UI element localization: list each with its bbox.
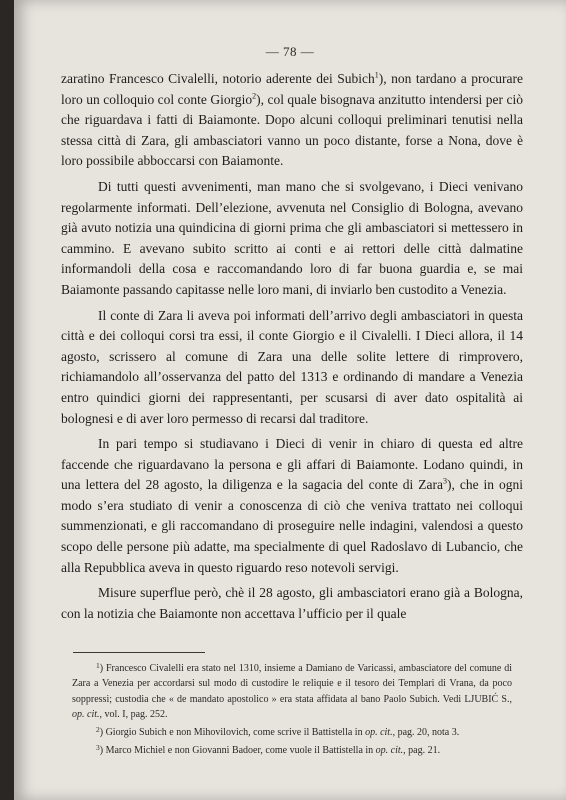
- paragraph-2: Di tutti questi avvenimenti, man mano che si svolgevano, i Dieci venivano regolarmente informati. Dell’elezione, avvenuta nel Consiglio di Bologna, avevano già avuto notizia una quindicina di giorni prima che gli ambasciatori si mettessero in cammino. E avevano subito scritto ai conti e ai rettori delle città dalmatine informandoli della cosa e raccomandando loro di far buona guardia e, se mai Baiamonte passando capitasse nelle loro mani, di inviarlo ben custodito a Venezia.: [61, 178, 523, 297]
- footnote-ref-2: 2: [252, 91, 257, 101]
- paragraph-3: Il conte di Zara li aveva poi informati dell’arrivo degli ambasciatori in questa città e dei colloqui corsi tra essi, il conte Giorgio e il Civalelli. I Dieci allora, il 14 agosto, scrissero al comune di Zara una delle solite lettere di rimprovero, richiamandolo all’osservanza del patto del 1313 e ordinando di mandare a Venezia entro quindici giorni dei rappresentanti, per scusarsi di aver dato ospitalità ai bolognesi e di aver loro permesso di recarsi dal traditore.: [61, 307, 523, 426]
- footnote-ref-3: 3: [443, 476, 447, 486]
- footnote-2-text-a: ) Giorgio Subich e non Mihovilovich, come scrive il Battistella in: [99, 727, 366, 739]
- paragraph-4-part-1: In pari tempo si studiavano i Dieci di venir in chiaro di questa ed altre faccende che riguardavano la persona e gli affari di Baiamonte. Lodano quindi, in una lettera del 28 agosto, la diligenza e la sagacia del conte di Zara: [61, 436, 523, 493]
- footnote-3: [72, 740, 512, 758]
- footnote-1-text-c: , vol. I, pag. 252.: [99, 708, 168, 720]
- book-page: [14, 0, 566, 800]
- footnotes: [72, 658, 512, 759]
- footnote-2: [72, 722, 512, 740]
- footnote-3-number: 3: [96, 743, 100, 753]
- footnote-1-number: 1: [96, 661, 100, 670]
- footnote-ref-1: 1: [374, 70, 379, 80]
- paragraph-1: [61, 69, 523, 172]
- paragraph-1-part-2: ), non tardano a procurare loro un colloquio col conte Giorgio: [61, 71, 523, 107]
- main-text: [61, 69, 523, 624]
- footnote-2-number: 2: [96, 725, 100, 735]
- footnote-1: [72, 658, 512, 722]
- footnote-2-text-c: , pag. 20, nota 3.: [392, 727, 460, 739]
- footnote-3-text-c: , pag. 21.: [403, 745, 441, 757]
- footnote-separator: [73, 652, 205, 653]
- footnote-3-text-b: op. cit.: [375, 745, 404, 757]
- paragraph-4: [61, 434, 523, 578]
- footnote-3-text-a: ) Marco Michiel e non Giovanni Badoer, come vuole il Battistella in: [99, 745, 376, 757]
- paragraph-1-part-3: ), col quale bisognava anzitutto intendersi per ciò che riguardava i fatti di Baiamonte. Dopo alcuni colloqui preliminari tenutisi nella stessa città di Zara, gli ambasciatori vanno un poco distante, forse a Nona, dove è loro possibile abboccarsi con Baiamonte.: [61, 91, 523, 169]
- page-number: — 78 —: [265, 44, 315, 59]
- footnote-1-text-b: op. cit.: [72, 708, 100, 720]
- paragraph-5: Misure superflue però, chè il 28 agosto, gli ambasciatori erano già a Bologna, con la notizia che Baiamonte non accettava l’ufficio per il quale: [61, 585, 523, 621]
- paragraph-1-part-1: zaratino Francesco Civalelli, notorio aderente dei Subich: [61, 71, 375, 86]
- footnote-2-text-b: op. cit.: [365, 727, 393, 739]
- footnote-1-text-a: ) Francesco Civalelli era stato nel 1310, insieme a Damiano de Varicassi, ambasciatore del comune di Zara a Venezia per accordarsi sul modo di custodire le reliquie e il tesoro dei Templari di Vrana, da poco soppressi; custodia che « de mandato apostolico » era stata affidata al bano Paolo Subich. Vedi LJUBIĆ S.,: [72, 663, 512, 705]
- paragraph-4-part-2: ), che in ogni modo s’era studiato di venir a conoscenza di ciò che veniva trattato nei colloqui summenzionati, e gli raccomandano di proseguire nelle indagini, valendosi a questo scopo delle persone più adatte, ma specialmente di quel Radoslavo di Lubancio, che alla Repubblica aveva in questo riguardo reso notevoli servigi.: [61, 477, 523, 575]
